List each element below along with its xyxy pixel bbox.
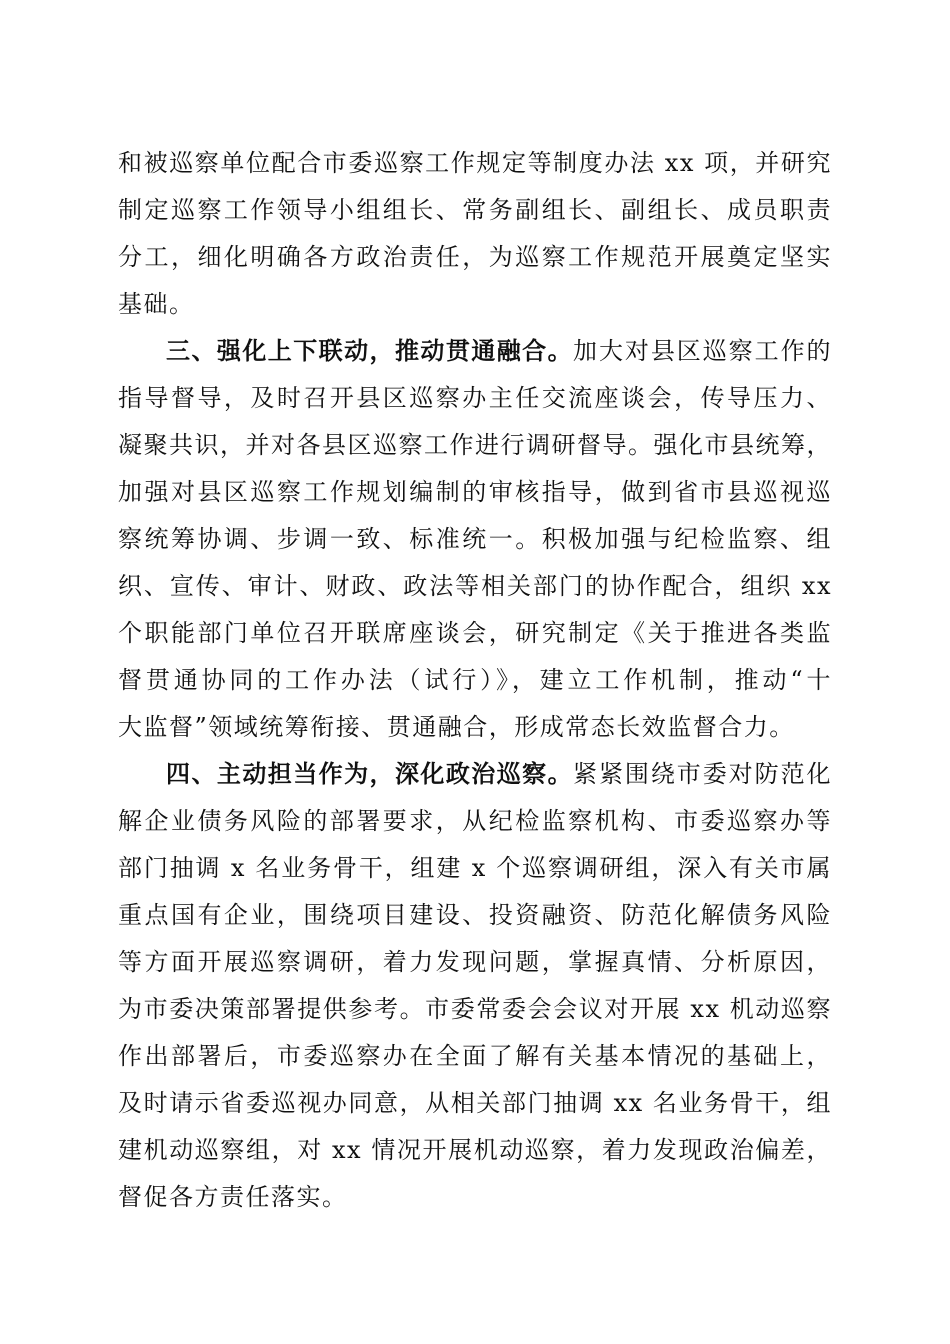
- text-line: 个职能部门单位召开联席座谈会，研究制定《关于推进各类监: [118, 619, 832, 647]
- text-line: 织、宣传、审计、财政、政法等相关部门的协作配合，组织 xx: [118, 572, 832, 600]
- section-heading: 三、强化上下联动，推动贯通融合。: [166, 337, 574, 365]
- section-heading: 四、主动担当作为，深化政治巡察。: [166, 760, 574, 788]
- text-line: 重点国有企业，围绕项目建设、投资融资、防范化解债务风险: [118, 901, 832, 929]
- paragraph-first-line: [118, 328, 832, 375]
- text-line: 大监督”领域统筹衔接、贯通融合，形成常态长效监督合力。: [118, 713, 795, 741]
- text-line: 建机动巡察组，对 xx 情况开展机动巡察，着力发现政治偏差，: [118, 1136, 832, 1164]
- text-line: 等方面开展巡察调研，着力发现问题，掌握真情、分析原因，: [118, 948, 832, 976]
- text-line: 制定巡察工作领导小组组长、常务副组长、副组长、成员职责: [118, 196, 832, 224]
- text-line: 凝聚共识，并对各县区巡察工作进行调研督导。强化市县统筹，: [118, 431, 832, 459]
- text-line: 及时请示省委巡视办同意，从相关部门抽调 xx 名业务骨干，组: [118, 1089, 832, 1117]
- document-body: [118, 140, 832, 1221]
- text-span: 紧紧围绕市委对防范化: [573, 760, 832, 788]
- text-line: 督贯通协同的工作办法（试行）》，建立工作机制，推动“十: [118, 666, 832, 694]
- text-line: 部门抽调 x 名业务骨干，组建 x 个巡察调研组，深入有关市属: [118, 854, 832, 882]
- text-line: 和被巡察单位配合市委巡察工作规定等制度办法 xx 项，并研究: [118, 149, 832, 177]
- text-line: 作出部署后，市委巡察办在全面了解有关基本情况的基础上，: [118, 1042, 832, 1070]
- text-line: 为市委决策部署提供参考。市委常委会会议对开展 xx 机动巡察: [118, 995, 832, 1023]
- text-line: 察统筹协调、步调一致、标准统一。积极加强与纪检监察、组: [118, 525, 832, 553]
- text-line: 基础。: [118, 290, 195, 318]
- text-line: 指导督导，及时召开县区巡察办主任交流座谈会，传导压力、: [118, 384, 832, 412]
- text-line: 督促各方责任落实。: [118, 1183, 348, 1211]
- paragraph-first-line: [118, 751, 832, 798]
- text-line: 加强对县区巡察工作规划编制的审核指导，做到省市县巡视巡: [118, 478, 832, 506]
- text-line: 解企业债务风险的部署要求，从纪检监察机构、市委巡察办等: [118, 807, 832, 835]
- text-line: 分工，细化明确各方政治责任，为巡察工作规范开展奠定坚实: [118, 243, 832, 271]
- text-span: 加大对县区巡察工作的: [573, 337, 832, 365]
